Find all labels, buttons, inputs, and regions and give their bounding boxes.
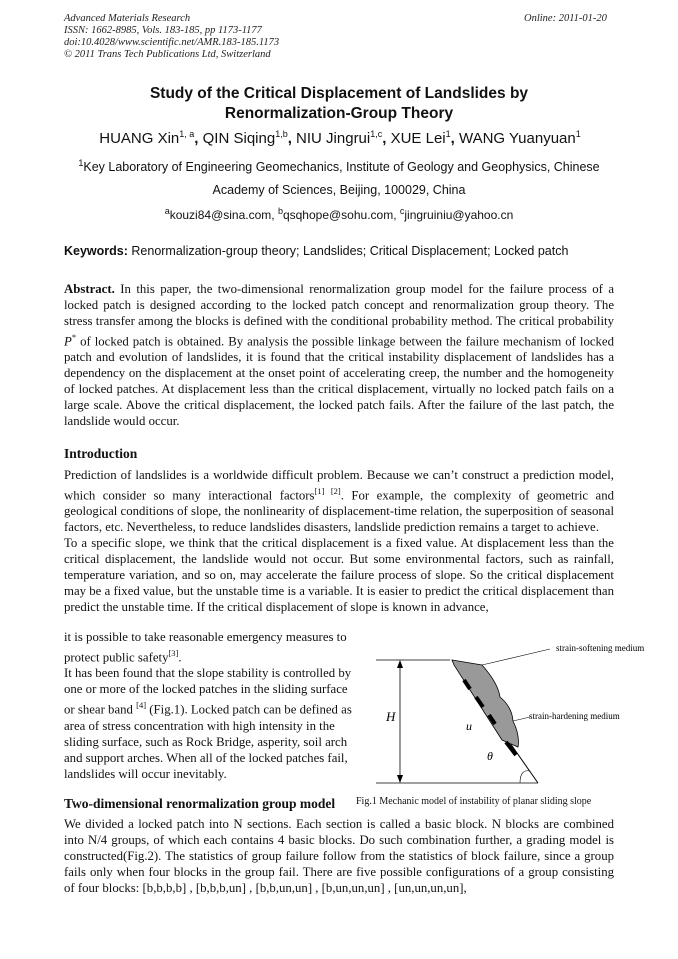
figure-1 [370,635,645,795]
affiliation-line-1: Key Laboratory of Engineering Geomechanics, Institute of Geology and Geophysics, Chinese [83,160,600,175]
probability-symbol: P [64,334,72,349]
label-u: u [466,719,472,733]
intro-p2-line-b: protect public safety [64,650,169,665]
keywords-text: Renormalization-group theory; Landslides; Critical Displacement; Locked patch [131,244,569,258]
author-name: XUE Lei [390,130,446,147]
intro-p2-end: . [178,650,182,665]
copyright: © 2011 Trans Tech Publications Ltd, Switzerland [64,49,271,60]
label-strain-hardening: strain-hardening medium [529,711,620,721]
introduction-body [64,467,614,615]
author-name: WANG Yuanyuan [458,130,576,147]
author-sup: 1 [575,129,581,139]
author-name: QIN Siqing [202,130,276,147]
keywords-label: Keywords: [64,244,128,258]
label-strain-softening: strain-softening medium [556,643,645,653]
author-sup: 1, a [179,129,195,139]
email-link[interactable]: jingruiniu@yahoo.cn [404,208,514,222]
abstract-text-2: of locked patch is obtained. By analysis the possible linkage between the failure mechanism of locked patch and evolution of landslides, it is found that the critical instability displacement of landslides has a dependency on the displacement at the onset point of accelerating creep, the number and the homogeneity of locked patches. At displacement less than the critical displacement, virtually no locked patch fails on a large scale. Above the critical displacement, the locked patch fails. After the failure of the last patch, the landslide would occur. [64,334,615,429]
author-list: HUANG Xin$^{1, a}$, QIN Siqing$^{1,b}$, NIU Jingrui$^{1,c}$, XUE Lei$^1$, WANG Yuanyuan$^1$ [99,129,581,147]
author-sup: 1 [445,129,451,139]
label-H: H [386,709,396,724]
citation: [4] [136,700,147,711]
intro-p3-line3a: or shear band [64,702,137,717]
abstract-label: Abstract. [64,282,115,296]
title-line-2: Renormalization-Group Theory [224,105,454,122]
arrow-head-icon [397,775,403,783]
author-sup: 1,b [275,129,288,139]
keywords [64,244,614,258]
email-sup: a [164,206,170,216]
email-link[interactable]: kouzi84@sina.com [169,208,272,222]
intro-p1-text-b: . For example, the complexity of geometric and geological conditions of slope, the nonlinearity of displacement-time relation, the superposition of seasonal factors, etc. Nevertheless, to reduce landslides disasters, landslide prediction remains a target to achieve. [64,488,614,535]
journal-header [64,13,279,61]
email-list: $^a$kouzi84@sina.com, $^b$qsqhope@sohu.com, $^c$jingruiniu@yahoo.cn [164,206,514,222]
issn: ISSN: 1662-8985, Vols. 183-185, pp 1173-1177 [64,25,262,36]
intro-p3-line: area of stress concentration with high intensity in the [64,718,335,733]
doi: doi:10.4028/www.scientific.net/AMR.183-185.1173 [64,37,280,48]
intro-p2-line-a: it is possible to take reasonable emergency measures to [64,630,347,644]
intro-p3-line: and support arches. When all of the locked patches fail, [64,750,348,765]
label-theta: θ [487,749,493,763]
intro-narrow-column [64,629,366,782]
citation: [3] [168,648,179,658]
leader-line [482,649,550,665]
author-name: HUANG Xin [99,130,180,147]
angle-arc [520,771,530,783]
intro-p3-line: It has been found that the slope stability is controlled by [64,666,352,681]
abstract [64,281,614,429]
affiliation-sup: 1 [78,158,84,168]
arrow-head-icon [397,660,403,668]
introduction-heading: Introduction [64,446,138,461]
intro-paragraph-2: To a specific slope, we think that the critical displacement is a fixed value. At displacement less than the critical displacement, the landslide would not occur. But some environmental factors, such as rainfall, temperature variation, and so on, may accelerate the failure process of slope. So the critical displacement may be a fixed value, but the unstable time is a variable. It is easier to predict the critical displacement than predict the unstable time. If the critical displacement of slope is known in advance, [64,536,614,615]
title-line-1: Study of the Critical Displacement of Landslides by [149,85,529,102]
email-sup: c [399,206,405,216]
abstract-text-1: In this paper, the two-dimensional renormalization group model for the failure process of a locked patch is designed according to the locked patch concept and renormalization group theory. The stress transfer among the blocks is defined with the conditional probability method. The critical probability [64,282,614,328]
email-link[interactable]: qsqhope@sohu.com [282,208,394,222]
journal-name: Advanced Materials Research [64,13,191,24]
author-name: NIU Jingrui [296,130,371,147]
section-2-heading: Two-dimensional renormalization group model [64,796,336,811]
author-sup: 1,c [370,129,383,139]
intro-p3-line: one or more of the locked patches in the sliding surface [64,682,348,697]
online-date: Online: 2011-01-20 [524,13,607,24]
leader-line [513,717,530,721]
affiliation-line-2: Academy of Sciences, Beijing, 100029, China [212,183,466,198]
intro-p3-line3b: (Fig.1). Locked patch can be defined as [146,702,352,717]
probability-sup: * [71,332,77,342]
intro-p1-text-a: Prediction of landslides is a worldwide difficult problem. Because we can’t construct a prediction model, which consider so many interactional factors [64,468,614,503]
paper-title [64,84,614,124]
figure-1-caption: Fig.1 Mechanic model of instability of planar sliding slope [356,796,592,807]
section-2-body: We divided a locked patch into N sections. Each section is called a basic block. N blocks are combined into N/4 groups, of which each contains 4 basic blocks. Do such combination further, a grading model is constructed(Fig.2). The statistics of group failure follow from the statistics of block failure, since a group fails only when four blocks in the group fail. There are five possible configurations of a group consisting of four blocks: [b,b,b,b] , [b,b,b,un] , [b,b,un,un] , [b,un,un,un] , [un,un,un,un], [64,817,614,895]
intro-p3-line: sliding surface, such as Rock Bridge, asperity, soil arch [64,734,348,749]
sliding-mass [452,660,518,747]
affiliation [64,152,614,202]
citation: [1] [2] [314,486,341,496]
intro-p3-line: landslides will occur inevitably. [64,766,227,781]
intro-paragraph-1 [64,467,614,535]
email-sup: b [277,206,283,216]
